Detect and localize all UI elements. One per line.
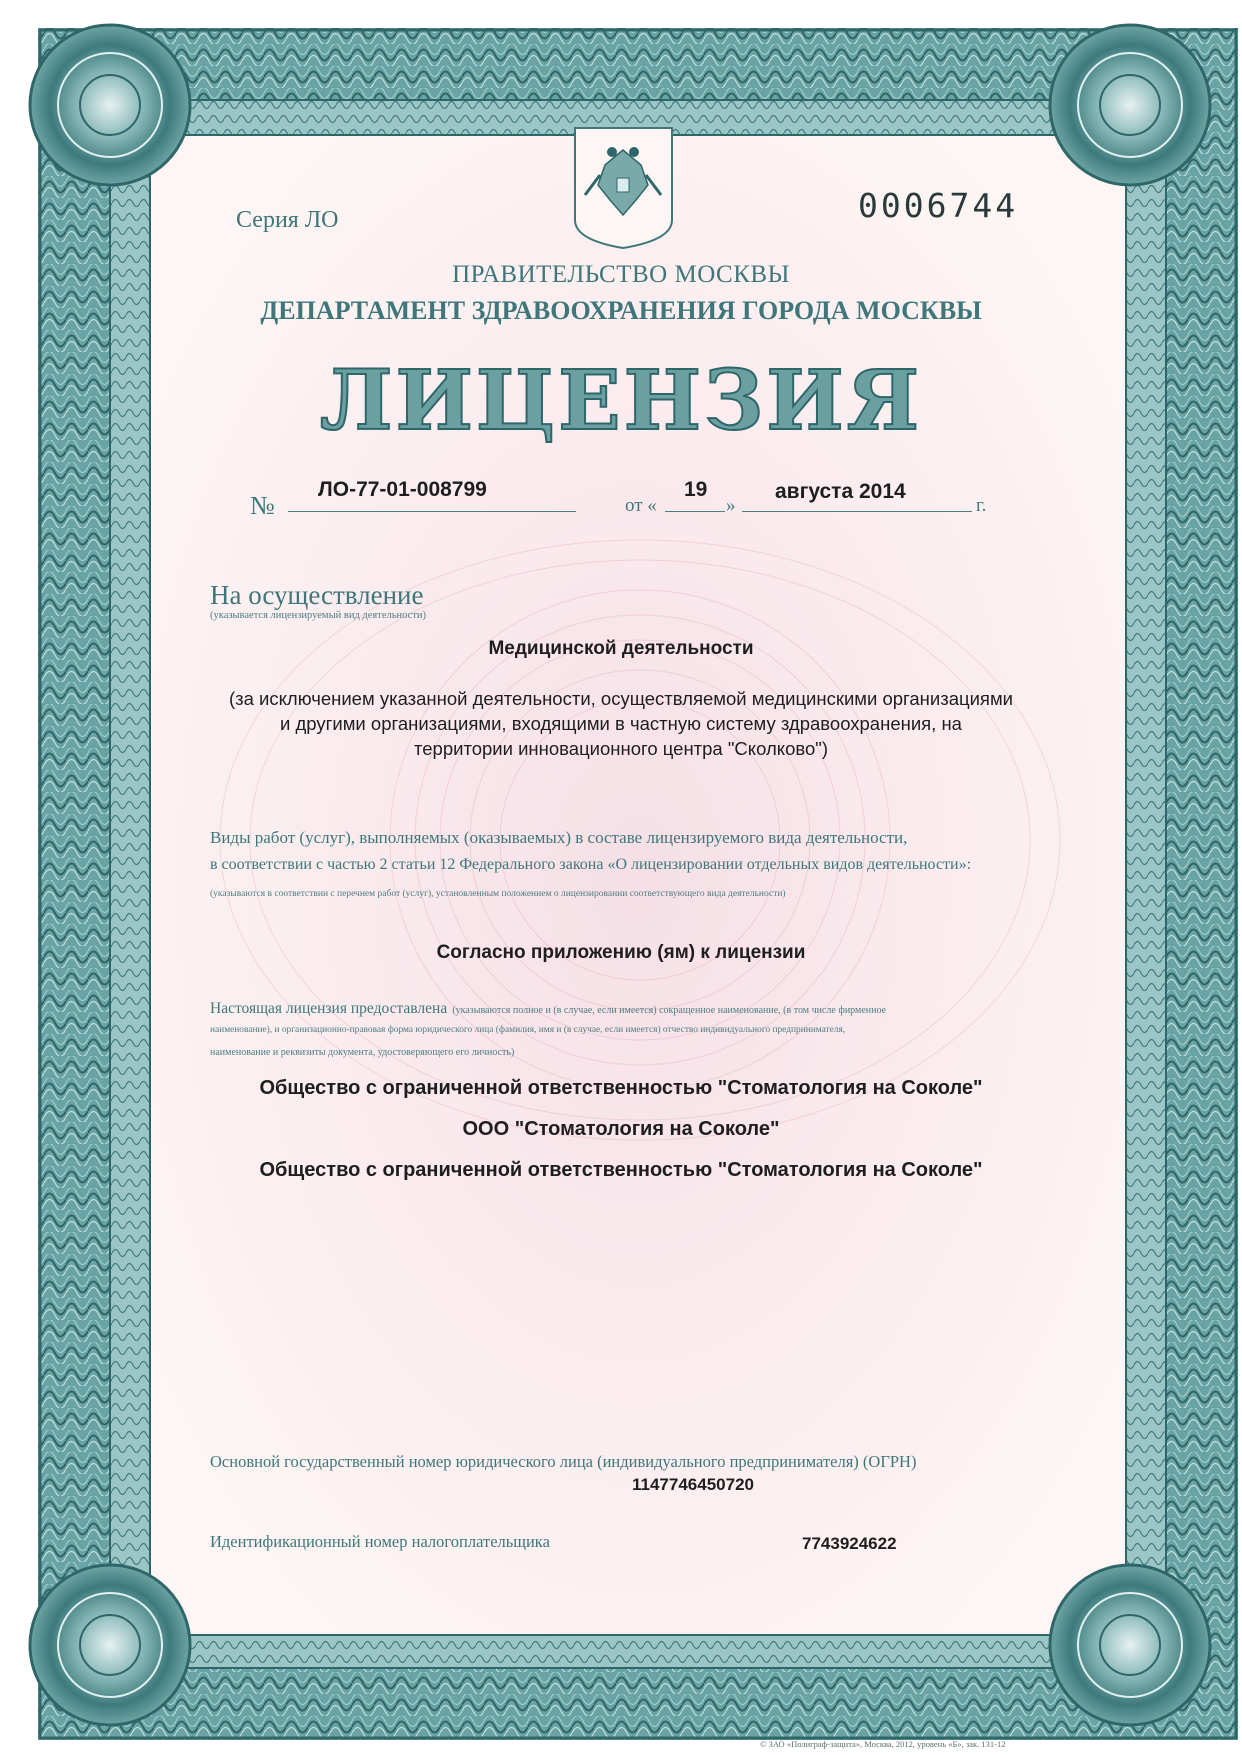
activity-exclusion-line: (за исключением указанной деятельности, осуществляемой медицинскими организациями (228, 688, 1014, 709)
year-suffix: г. (976, 495, 987, 516)
works-hint: (указываются в соответствии с перечнем работ (услуг), установленным положением о лицензировании соответствующего вида деятельности) (210, 889, 786, 899)
activity-exclusion-line: и другими организациями, входящими в частную систему здравоохранения, на (280, 713, 962, 734)
licensee-label-line: наименование), и организационно-правовая форма юридического лица (фамилия, имя и (в случае, если имеется) отчество индивидуального предпринимателя, (210, 1025, 846, 1035)
works-label-line: Виды работ (услуг), выполняемых (оказываемых) в составе лицензируемого вида деятельности, (210, 828, 908, 847)
license-number: ЛО-77-01-008799 (318, 478, 487, 501)
licensee-label-rest: (указываются полное и (в случае, если имеется) сокращенное наименование, (в том числе фирменное (452, 1005, 887, 1016)
ogrn-label: Основной государственный номер юридического лица (индивидуального предпринимателя) (ОГРН) (210, 1452, 917, 1471)
authority-government: ПРАВИТЕЛЬСТВО МОСКВЫ (452, 261, 790, 288)
licensee-label-line: наименование и реквизиты документа, удостоверяющего его личность) (210, 1047, 515, 1058)
date-from-label: от « (625, 495, 657, 516)
serial-number: 0006744 (858, 186, 1019, 225)
licensee-brand-name: Общество с ограниченной ответственностью "Стоматология на Соколе" (259, 1159, 983, 1181)
license-day: 19 (684, 478, 708, 501)
coat-of-arms-icon (575, 128, 672, 248)
activity-hint: (указывается лицензируемый вид деятельности) (210, 610, 427, 621)
inn-value: 7743924622 (802, 1534, 897, 1553)
licensee-full-name: Общество с ограниченной ответственностью "Стоматология на Соколе" (259, 1077, 983, 1099)
licensee-label-lead: Настоящая лицензия предоставлена (210, 1000, 448, 1017)
activity-name: Медицинской деятельности (488, 638, 754, 659)
page-title: ЛИЦЕНЗИЯ (319, 353, 923, 449)
license-month-year: августа 2014 (775, 480, 906, 503)
activity-exclusion-line: территории инновационного центра "Сколково") (413, 738, 828, 759)
inn-label: Идентификационный номер налогоплательщика (210, 1532, 550, 1551)
works-value: Согласно приложению (ям) к лицензии (436, 942, 806, 963)
works-label-line: в соответствии с частью 2 статьи 12 Федерального закона «О лицензировании отдельных видов деятельности»: (210, 856, 972, 873)
licensee-label-line (210, 998, 886, 1018)
number-sign: № (250, 491, 275, 520)
date-close-quote: » (726, 495, 736, 516)
licensee-short-name: ООО "Стоматология на Соколе" (462, 1118, 780, 1140)
series-label: Серия ЛО (236, 207, 339, 233)
authority-department: ДЕПАРТАМЕНТ ЗДРАВООХРАНЕНИЯ ГОРОДА МОСКВЫ (260, 296, 982, 325)
ogrn-value: 1147746450720 (632, 1475, 754, 1494)
activity-label: На осуществление (210, 580, 424, 610)
printer-imprint: © ЗАО «Полиграф-защита», Москва, 2012, уровень «Б», зак. 131-12 (760, 1739, 1006, 1749)
